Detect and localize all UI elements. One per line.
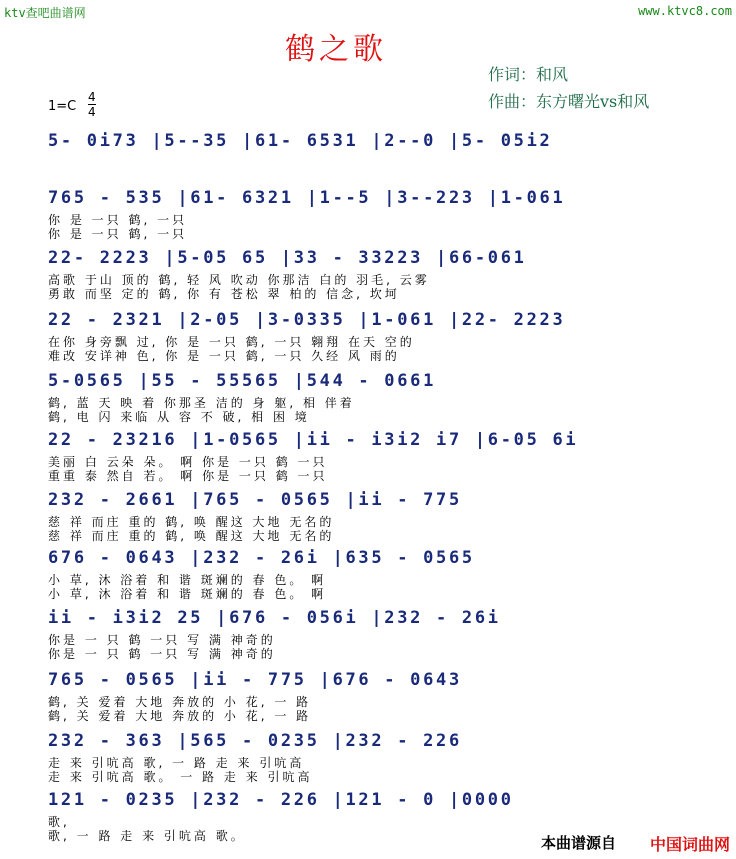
lyric-verse-2: 你 是 一只 鹤, 一只	[48, 227, 188, 241]
note-line: 22- 2223 |5-05 65 |33 - 33223 |66-061	[48, 248, 527, 268]
lyric-verse-1: 鹤, 关 爱着 大地 奔放的 小 花, 一 路	[48, 695, 312, 709]
source-site[interactable]: 中国词曲网	[649, 835, 730, 854]
score-row	[48, 371, 684, 435]
lyric-verse-1: 慈 祥 而庄 重的 鹤, 唤 醒这 大地 无名的	[48, 515, 335, 529]
lyric-verse-2: 鹤, 电 闪 来临 从 容 不 破, 相 困 境	[48, 410, 310, 424]
lyric-verse-2: 你是 一 只 鹤 一只 写 满 神奇的	[48, 647, 276, 661]
score-row	[48, 310, 684, 374]
composer-credit: 作曲：东方曙光vs和风	[488, 92, 650, 111]
note-line: ii - i3i2 25 |676 - 056i |232 - 26i	[48, 608, 501, 628]
lyric-verse-1: 你是 一 只 鹤 一只 写 满 神奇的	[48, 633, 276, 647]
time-signature-top: 4	[88, 90, 96, 104]
note-line: 676 - 0643 |232 - 26i |635 - 0565	[48, 548, 475, 568]
lyric-verse-2: 鹤, 关 爱着 大地 奔放的 小 花, 一 路	[48, 709, 312, 723]
score-row	[48, 670, 684, 734]
note-line: 232 - 2661 |765 - 0565 |ii - 775	[48, 490, 462, 510]
lyric-verse-2: 慈 祥 而庄 重的 鹤, 唤 醒这 大地 无名的	[48, 529, 335, 543]
lyric-verse-1: 高歌 于山 顶的 鹤, 轻 风 吹动 你那洁 白的 羽毛, 云雾	[48, 273, 430, 287]
lyric-verse-1: 走 来 引吭高 歌, 一 路 走 来 引吭高	[48, 756, 305, 770]
score-row	[48, 188, 684, 252]
lyric-verse-2: 歌, 一 路 走 来 引吭高 歌。	[48, 829, 246, 843]
lyricist-credit: 作词：和风	[488, 65, 569, 84]
score-row	[48, 548, 684, 612]
score-row	[48, 430, 684, 494]
score-row	[48, 731, 684, 795]
lyric-verse-1: 歌,	[48, 815, 70, 829]
score-row	[48, 131, 684, 195]
time-signature-bottom: 4	[88, 105, 96, 119]
key-signature: 1=C	[48, 99, 77, 114]
site-url-right[interactable]: www.ktvc8.com	[638, 4, 732, 18]
note-line: 765 - 535 |61- 6321 |1--5 |3--223 |1-061	[48, 188, 566, 208]
lyric-verse-1: 美丽 白 云朵 朵。 啊 你是 一只 鹤 一只	[48, 455, 328, 469]
source-label: 本曲谱源自	[540, 834, 616, 852]
score-row	[48, 248, 684, 312]
lyric-verse-2: 小 草, 沐 浴着 和 谐 斑斓的 春 色。 啊	[48, 587, 327, 601]
lyric-verse-2: 走 来 引吭高 歌。 一 路 走 来 引吭高	[48, 770, 313, 784]
lyric-verse-2: 难改 安详神 色, 你 是 一只 鹤, 一只 久经 风 雨的	[48, 349, 400, 363]
note-line: 765 - 0565 |ii - 775 |676 - 0643	[48, 670, 462, 690]
note-line: 22 - 23216 |1-0565 |ii - i3i2 i7 |6-05 6i	[48, 430, 579, 450]
site-name-left[interactable]: ktv查吧曲谱网	[4, 6, 86, 20]
note-line: 5-0565 |55 - 55565 |544 - 0661	[48, 371, 437, 391]
score-row	[48, 490, 684, 554]
score-row	[48, 608, 684, 672]
lyric-verse-1: 鹤, 蓝 天 映 着 你那圣 洁的 身 躯, 相 伴着	[48, 396, 355, 410]
time-signature	[88, 90, 96, 119]
lyric-verse-2: 重重 泰 然自 若。 啊 你是 一只 鹤 一只	[48, 469, 328, 483]
note-line: 121 - 0235 |232 - 226 |121 - 0 |0000	[48, 790, 514, 810]
lyric-verse-1: 你 是 一只 鹤, 一只	[48, 213, 188, 227]
lyric-verse-1: 小 草, 沐 浴着 和 谐 斑斓的 春 色。 啊	[48, 573, 327, 587]
lyric-verse-2: 勇敢 而坚 定的 鹤, 你 有 苍松 翠 柏的 信念, 坎坷	[48, 287, 400, 301]
note-line: 22 - 2321 |2-05 |3-0335 |1-061 |22- 2223	[48, 310, 566, 330]
lyric-verse-1: 在你 身旁飘 过, 你 是 一只 鹤, 一只 翱翔 在天 空的	[48, 335, 415, 349]
note-line: 5- 0i73 |5--35 |61- 6531 |2--0 |5- 05i2	[48, 131, 553, 151]
song-title: 鹤之歌	[285, 32, 387, 67]
note-line: 232 - 363 |565 - 0235 |232 - 226	[48, 731, 462, 751]
